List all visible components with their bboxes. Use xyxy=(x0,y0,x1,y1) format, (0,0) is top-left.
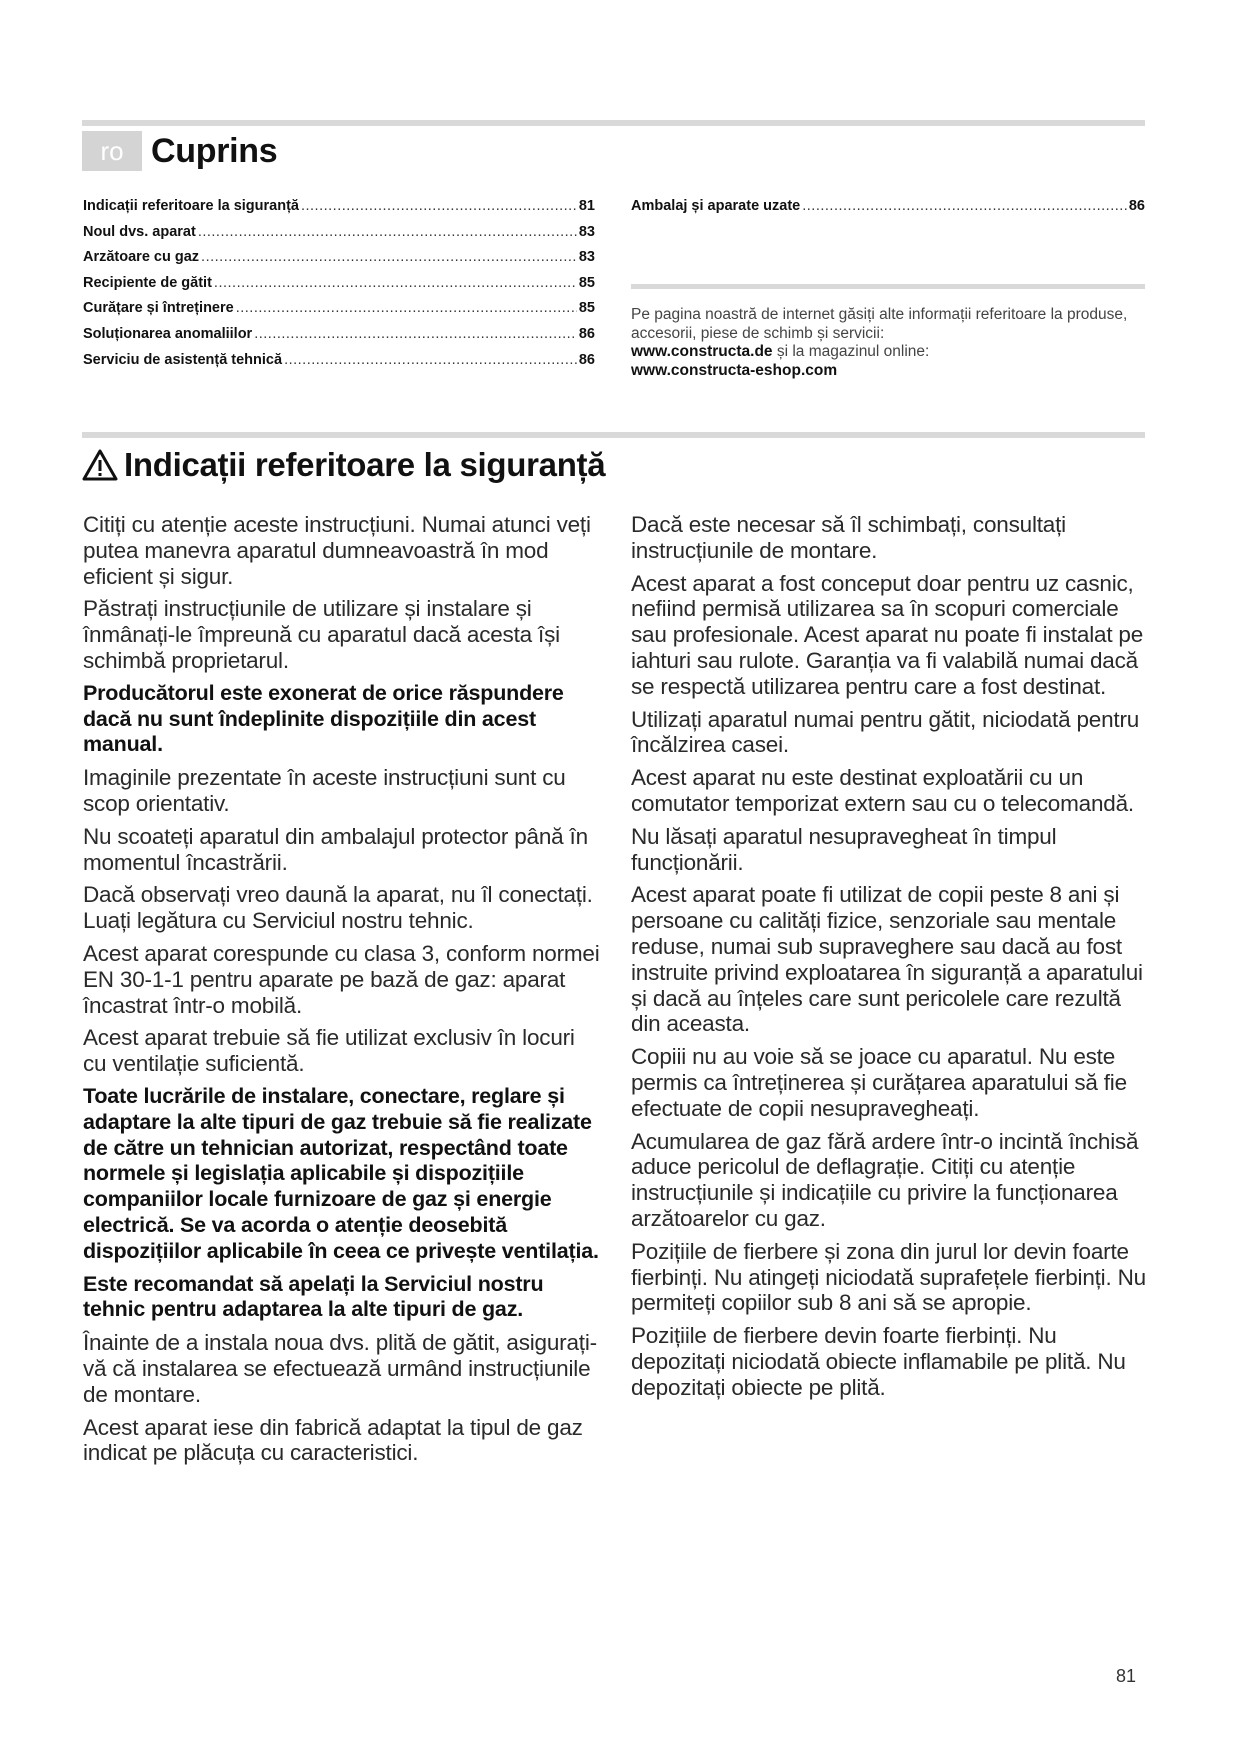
website-link[interactable]: www.constructa.de xyxy=(631,343,773,360)
toc-entry-label: Noul dvs. aparat xyxy=(83,223,196,240)
safety-left-column xyxy=(83,512,603,1473)
toc-right-column xyxy=(631,198,1145,224)
toc-entry[interactable] xyxy=(83,275,595,301)
safety-paragraph: Acest aparat poate fi utilizat de copii peste 8 ani și persoane cu calități fizice, senzoriale sau mentale reduse, numai sub supraveghere sau dacă au fost instruite privind exploatarea în siguranță a aparatului și dacă au înțeles care sunt pericolele care rezultă din aceasta. xyxy=(631,882,1143,1037)
toc-entry-label: Ambalaj și aparate uzate xyxy=(631,198,801,214)
toc-entry-label: Indicații referitoare la siguranță xyxy=(83,198,299,214)
safety-paragraph: Nu lăsați aparatul nesupravegheat în timpul funcționării. xyxy=(631,823,1057,875)
info-box xyxy=(631,306,1145,380)
eshop-link[interactable]: www.constructa-eshop.com xyxy=(631,361,838,379)
toc-entry-label: Soluționarea anomaliilor xyxy=(83,325,253,342)
section-rule xyxy=(82,432,1145,438)
safety-paragraph: Pozițiile de fierbere devin foarte fierbinți. Nu depozitați niciodată obiecte inflamabile pe plită. Nu depozitați obiecte pe plită. xyxy=(631,1323,1126,1400)
safety-paragraph: Citiți cu atenție aceste instrucțiuni. Numai atunci veți putea manevra aparatul dumneavoastră în mod eficient și sigur. xyxy=(83,512,591,589)
toc-dot-leader xyxy=(802,198,1127,214)
safety-paragraph: Acest aparat iese din fabrică adaptat la tipul de gaz indicat pe plăcuța cu caracteristici. xyxy=(83,1414,583,1466)
info-mid-text: și la magazinul online: xyxy=(772,343,930,360)
toc-entry-page: 86 xyxy=(1128,198,1145,214)
toc-entry[interactable] xyxy=(83,198,595,224)
safety-warning-paragraph: Producătorul este exonerat de orice răspundere dacă nu sunt îndeplinite dispozițiile din acest manual. xyxy=(83,680,564,757)
safety-right-column xyxy=(631,512,1151,1408)
toc-entry-page: 85 xyxy=(578,274,595,291)
top-rule xyxy=(82,120,1145,126)
toc-dot-leader xyxy=(301,198,577,214)
toc-entry-page: 83 xyxy=(578,223,595,240)
toc-entry-label: Recipiente de gătit xyxy=(83,274,212,291)
toc-entry-page: 81 xyxy=(578,198,595,214)
safety-paragraph: Păstrați instrucțiunile de utilizare și instalare și înmânați-le împreună cu aparatul dacă acesta își schimbă proprietarul. xyxy=(83,596,560,673)
safety-paragraph: Acest aparat corespunde cu clasa 3, conform normei EN 30-1-1 pentru aparate pe bază de gaz: aparat încastrat într-o mobilă. xyxy=(83,940,600,1018)
toc-dot-leader xyxy=(284,352,577,368)
safety-paragraph: Copiii nu au voie să se joace cu aparatul. Nu este permis ca întreținerea și curățarea aparatului să fie efectuate de copii nesupravegheați. xyxy=(631,1044,1127,1121)
toc-entry-page: 86 xyxy=(578,351,595,368)
toc-entry-label: Arzătoare cu gaz xyxy=(83,249,200,266)
toc-dot-leader xyxy=(236,300,577,316)
safety-paragraph: Dacă observați vreo daună la aparat, nu îl conectați. Luați legătura cu Serviciul nostru tehnic. xyxy=(83,882,593,934)
warning-triangle-icon xyxy=(82,448,118,482)
safety-paragraph: Acest aparat trebuie să fie utilizat exclusiv în locuri cu ventilație suficientă. xyxy=(83,1025,575,1077)
safety-warning-paragraph: Este recomandat să apelați la Serviciul nostru tehnic pentru adaptarea la alte tipuri de gaz. xyxy=(83,1271,544,1322)
toc-left-column xyxy=(83,198,595,377)
safety-header xyxy=(82,446,605,484)
safety-paragraph: Dacă este necesar să îl schimbați, consultați instrucțiunile de montare. xyxy=(631,512,1066,563)
toc-header xyxy=(82,131,277,171)
safety-paragraph: Nu scoateți aparatul din ambalajul protector până în momentul încastrării. xyxy=(83,823,588,875)
toc-dot-leader xyxy=(254,326,577,342)
toc-entry[interactable] xyxy=(83,300,595,326)
toc-entry[interactable] xyxy=(83,249,595,275)
page-number: 81 xyxy=(1116,1666,1137,1686)
toc-title: Cuprins xyxy=(151,131,278,170)
toc-dot-leader xyxy=(214,275,577,291)
toc-dot-leader xyxy=(201,249,577,265)
info-rule xyxy=(631,284,1145,289)
safety-paragraph: Acest aparat a fost conceput doar pentru uz casnic, nefiind permisă utilizarea sa în scopuri comerciale sau profesionale. Acest aparat nu poate fi instalat pe iahturi sau rulote. Garanția va fi valabilă numai dacă se respectă utilizarea pentru care a fost destinat. xyxy=(631,570,1144,699)
safety-warning-paragraph: Toate lucrările de instalare, conectare, reglare și adaptare la alte tipuri de gaz trebuie să fie realizate de către un tehnician autorizat, respectând toate normele și legislația aplicabile și dispozițiile companiilor locale furnizoare de gaz și energie electrică. Se va acorda o atenție deosebită dispozițiilor aplicabile în ceea ce privește ventilația. xyxy=(83,1083,599,1263)
safety-paragraph: Înainte de a instala noua dvs. plită de gătit, asigurați-vă că instalarea se efectuează urmând instrucțiunile de montare. xyxy=(83,1330,597,1407)
toc-entry[interactable] xyxy=(83,224,595,250)
toc-dot-leader xyxy=(198,224,577,240)
safety-paragraph: Acumularea de gaz fără ardere într-o incintă închisă aduce pericolul de deflagrație. Citiți cu atenție instrucțiunile și indicațiile cu privire la funcționarea arzătoarelor cu gaz. xyxy=(631,1128,1139,1231)
toc-entry-page: 86 xyxy=(578,325,595,342)
toc-entry[interactable] xyxy=(83,352,595,378)
toc-entry-page: 85 xyxy=(578,300,595,317)
info-text: Pe pagina noastră de internet găsiți alte informații referitoare la produse, accesorii, piese de schimb și servicii: xyxy=(631,306,1128,342)
toc-entry[interactable] xyxy=(631,198,1145,224)
toc-entry-label: Curățare și întreținere xyxy=(83,300,234,317)
safety-paragraph: Acest aparat nu este destinat exploatării cu un comutator temporizat extern sau cu o telecomandă. xyxy=(631,765,1134,816)
safety-title: Indicații referitoare la siguranță xyxy=(124,446,606,483)
toc-entry[interactable] xyxy=(83,326,595,352)
safety-paragraph: Pozițiile de fierbere și zona din jurul lor devin foarte fierbinți. Nu atingeți niciodată suprafețele fierbinți. Nu permiteți copiilor sub 8 ani să se apropie. xyxy=(631,1238,1146,1316)
toc-entry-label: Serviciu de asistență tehnică xyxy=(83,351,283,368)
safety-paragraph: Utilizați aparatul numai pentru gătit, niciodată pentru încălzirea casei. xyxy=(631,706,1140,758)
language-tag: ro xyxy=(82,131,142,171)
toc-entry-page: 83 xyxy=(578,249,595,266)
safety-paragraph: Imaginile prezentate în aceste instrucțiuni sunt cu scop orientativ. xyxy=(83,765,566,816)
